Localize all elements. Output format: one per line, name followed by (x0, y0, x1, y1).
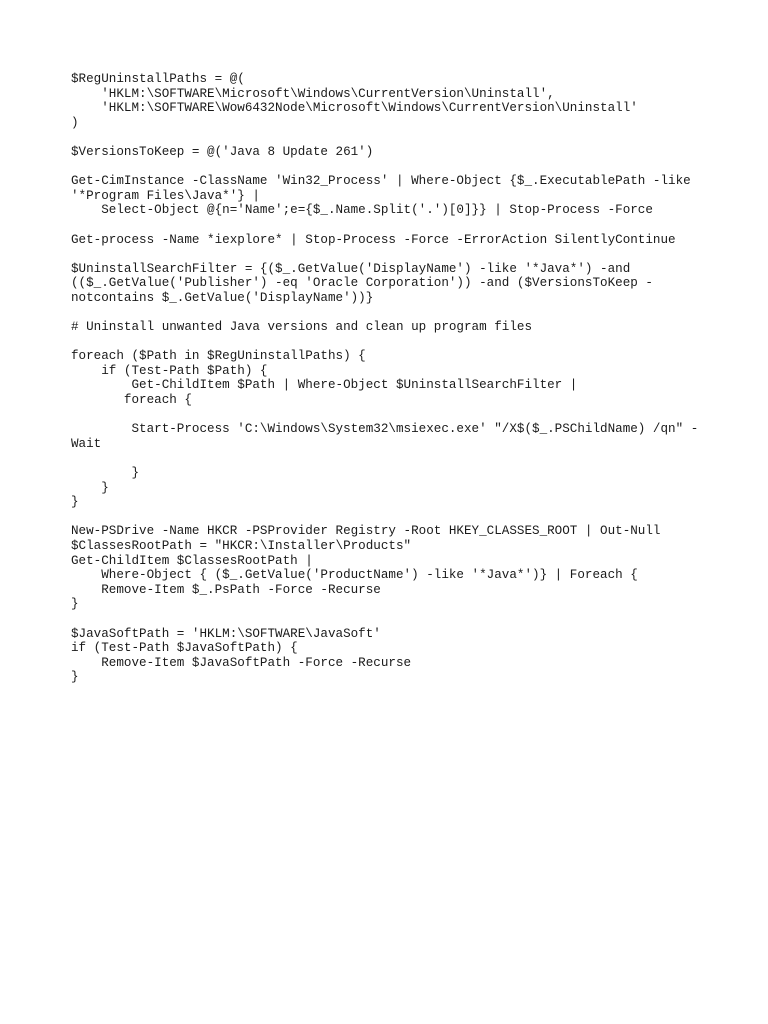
code-line: Get-ChildItem $Path | Where-Object $UninstallSearchFilter | (71, 378, 578, 393)
blank-line (71, 130, 731, 145)
code-line: $ClassesRootPath = "HKCR:\Installer\Products" (71, 539, 412, 553)
code-line: } (71, 597, 79, 612)
blank-line (71, 306, 731, 321)
blank-line (71, 612, 731, 627)
code-line: # Uninstall unwanted Java versions and clean up program files (71, 320, 533, 335)
code-line: Get-process -Name *iexplore* | Stop-Process -Force -ErrorAction SilentlyContinue (71, 232, 676, 247)
blank-line (71, 510, 731, 525)
code-line: notcontains $_.GetValue('DisplayName'))} (71, 290, 374, 305)
code-line: ) (71, 115, 79, 130)
code-line: $UninstallSearchFilter = {($_.GetValue('DisplayName') -like '*Java*') -and (71, 261, 631, 276)
blank-line (71, 247, 731, 262)
blank-line (71, 160, 731, 175)
code-line: Get-ChildItem $ClassesRootPath | (71, 553, 313, 568)
blank-line (71, 218, 731, 233)
code-line: Get-CimInstance -ClassName 'Win32_Process' | Where-Object {$_.ExecutablePath -like (71, 174, 691, 189)
code-line: } (71, 480, 109, 495)
code-line: 'HKLM:\SOFTWARE\Microsoft\Windows\CurrentVersion\Uninstall', (71, 86, 555, 101)
code-line: } (71, 495, 79, 510)
blank-line (71, 335, 731, 350)
code-line: Start-Process 'C:\Windows\System32\msiexec.exe' "/X$($_.PSChildName) /qn" - (71, 422, 699, 437)
code-line: 'HKLM:\SOFTWARE\Wow6432Node\Microsoft\Windows\CurrentVersion\Uninstall' (71, 101, 638, 116)
blank-line (71, 408, 731, 423)
code-line: if (Test-Path $JavaSoftPath) { (71, 641, 298, 656)
code-line: Select-Object @{n='Name';e={$_.Name.Split('.')[0]}} | Stop-Process -Force (71, 203, 653, 218)
code-line: $JavaSoftPath = 'HKLM:\SOFTWARE\JavaSoft' (71, 626, 381, 641)
code-line: $RegUninstallPaths = @( (71, 72, 245, 86)
code-line: Remove-Item $JavaSoftPath -Force -Recurse (71, 655, 412, 670)
code-line: Where-Object { ($_.GetValue('ProductName') -like '*Java*')} | Foreach { (71, 568, 638, 583)
blank-line (71, 451, 731, 466)
code-line: Wait (71, 436, 102, 451)
code-line: '*Program Files\Java*'} | (71, 188, 260, 203)
code-block (71, 72, 731, 685)
code-line: } (71, 466, 140, 481)
code-line: Remove-Item $_.PsPath -Force -Recurse (71, 582, 381, 597)
code-line: (($_.GetValue('Publisher') -eq 'Oracle Corporation')) -and ($VersionsToKeep - (71, 276, 653, 291)
code-line: $VersionsToKeep = @('Java 8 Update 261') (71, 144, 374, 159)
code-line: New-PSDrive -Name HKCR -PSProvider Registry -Root HKEY_CLASSES_ROOT | Out-Null (71, 524, 661, 539)
code-line: if (Test-Path $Path) { (71, 363, 268, 378)
code-line: foreach { (71, 393, 192, 408)
code-line: } (71, 670, 79, 685)
code-line: foreach ($Path in $RegUninstallPaths) { (71, 349, 366, 364)
